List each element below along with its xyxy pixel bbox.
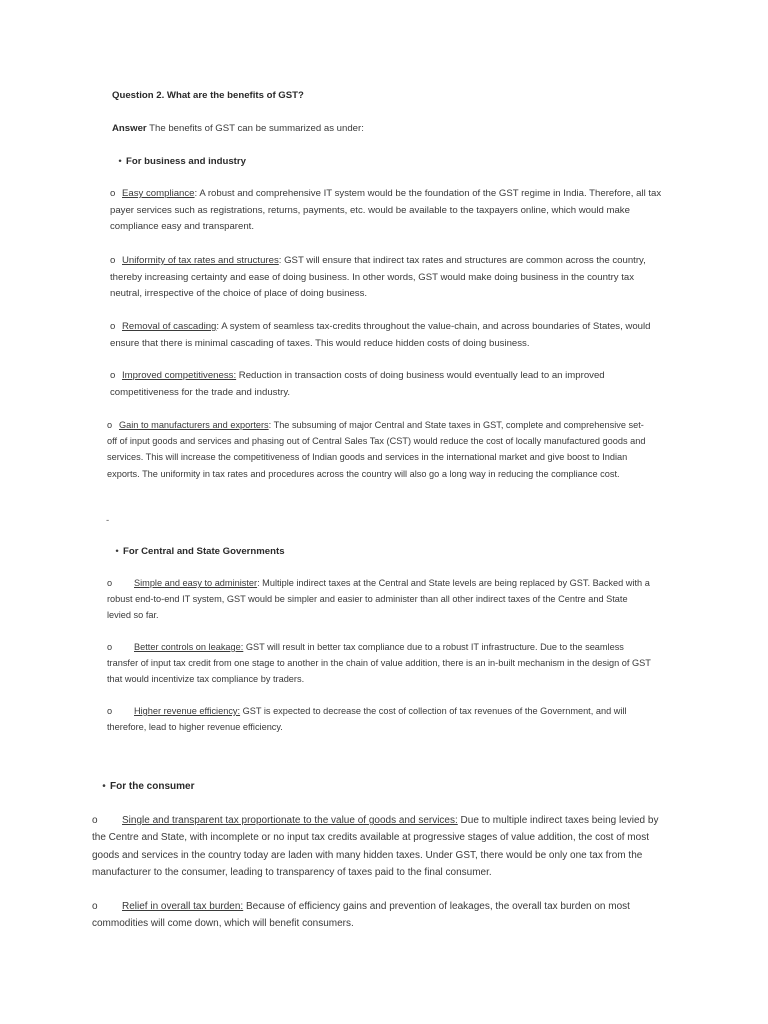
section-heading-business	[114, 156, 246, 167]
answer-line	[112, 123, 364, 134]
list-marker: o	[92, 815, 98, 826]
item-text: : GST will ensure that indirect tax rates and structures are common across the country, thereby increasing certainty and ease of doing business. In other words, GST would make doing business in the country tax neutral, irrespective of the choice of place of doing business.	[110, 255, 646, 300]
list-item	[92, 812, 670, 882]
item-text: : A system of seamless tax-credits throughout the value-chain, and across boundaries of States, would ensure that there is minimal cascading of taxes. This would reduce hidden costs of doing business.	[110, 321, 651, 349]
item-term: Easy compliance	[122, 188, 195, 199]
bullet-icon: •	[118, 156, 122, 167]
item-text: Reduction in transaction costs of doing business would eventually lead to an improved competitiveness for the trade and industry.	[110, 370, 605, 398]
heading-text: For business and industry	[126, 156, 246, 167]
item-term: Uniformity of tax rates and structures	[122, 255, 279, 266]
item-text: GST will result in better tax compliance due to a robust IT infrastructure. Due to the seamless transfer of input tax credit from one stage to another in the chain of value addition, there is an in-built mechanism in the design of GST that would incentivize tax compliance by traders.	[107, 642, 651, 685]
answer-label: Answer	[112, 123, 147, 134]
list-marker: o	[110, 188, 116, 199]
heading-text: For Central and State Governments	[123, 546, 285, 557]
list-marker: o	[92, 901, 98, 912]
list-marker: o	[110, 370, 116, 381]
list-marker: o	[110, 255, 116, 266]
list-marker: o	[107, 642, 113, 652]
list-item	[107, 639, 653, 688]
item-term: Simple and easy to administer	[134, 578, 258, 588]
item-term: Relief in overall tax burden:	[122, 901, 244, 912]
list-marker: o	[107, 578, 113, 588]
heading-text: For the consumer	[110, 781, 195, 792]
item-term: Removal of cascading	[122, 321, 217, 332]
section-heading-government	[111, 546, 285, 557]
item-term: Single and transparent tax proportionate to the value of goods and services:	[122, 815, 458, 826]
stray-mark: -	[106, 515, 110, 526]
item-text: GST is expected to decrease the cost of collection of tax revenues of the Government, and will therefore, lead to higher revenue efficiency.	[107, 706, 627, 733]
list-item	[92, 898, 667, 933]
list-item	[107, 575, 654, 624]
section-heading-consumer	[98, 781, 194, 792]
list-item	[110, 186, 666, 236]
item-term: Gain to manufacturers and exporters	[119, 420, 269, 430]
list-item	[110, 368, 640, 401]
list-marker: o	[107, 706, 113, 716]
list-marker: o	[110, 321, 116, 332]
list-item	[110, 319, 658, 352]
bullet-icon: •	[115, 546, 119, 557]
question-title: Question 2. What are the benefits of GST?	[112, 90, 304, 101]
item-term: Improved competitiveness:	[122, 370, 237, 381]
item-text: Due to multiple indirect taxes being levied by the Centre and State, with incomplete or no input tax credits available at progressive stages of value addition, the cost of most goods and services in the country today are laden with many hidden taxes. Under GST, there would be only one tax from the manufacturer to the consumer, leading to transparency of taxes paid to the final consumer.	[92, 815, 659, 879]
list-item	[107, 703, 651, 735]
item-term: Higher revenue efficiency:	[134, 706, 241, 716]
bullet-icon: •	[102, 781, 106, 792]
item-text: Because of efficiency gains and prevention of leakages, the overall tax burden on most commodities will come down, which will benefit consumers.	[92, 901, 630, 930]
list-marker: o	[107, 420, 113, 430]
item-text: : The subsuming of major Central and State taxes in GST, complete and comprehensive set-off of input goods and services and phasing out of Central Sales Tax (CST) would reduce the cost of locally manufactured goods and services. This will increase the competitiveness of Indian goods and services in the international market and give boost to Indian exports. The uniformity in tax rates and procedures across the country will also go a long way in reducing the compliance cost.	[107, 420, 646, 479]
item-text: : A robust and comprehensive IT system would be the foundation of the GST regime in India. Therefore, all tax payer services such as registrations, returns, payments, etc. would be available to the taxpayers online, which would make compliance easy and transparent.	[110, 188, 662, 233]
item-text: : Multiple indirect taxes at the Central and State levels are being replaced by GST. Backed with a robust end-to-end IT system, GST would be simpler and easier to administer than all other indirect taxes of the Centre and State levied so far.	[107, 578, 650, 621]
item-term: Better controls on leakage:	[134, 642, 244, 652]
answer-text: The benefits of GST can be summarized as under:	[146, 123, 364, 134]
list-item	[110, 253, 652, 303]
list-item	[107, 417, 647, 482]
